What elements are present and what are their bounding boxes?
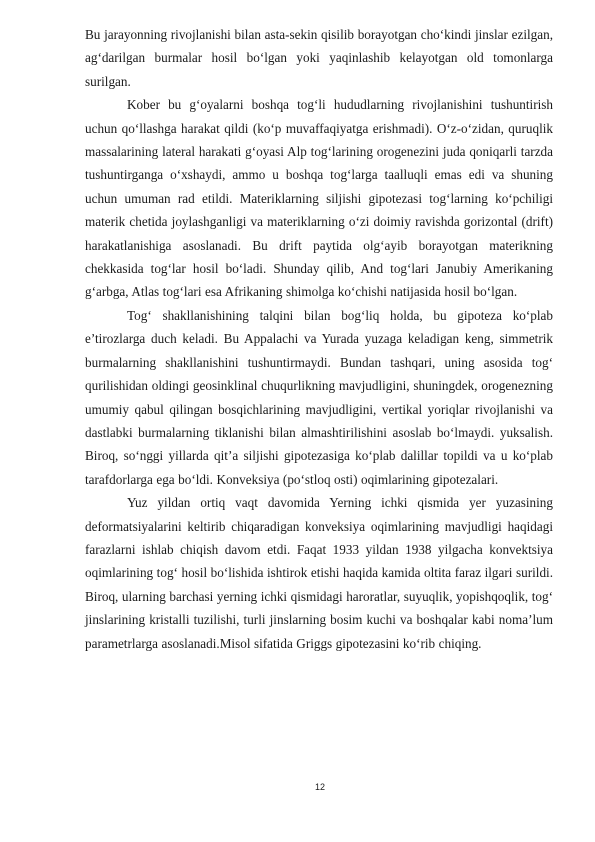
paragraph-continuation: Bu jarayonning rivojlanishi bilan asta-sekin qisilib borayotgan cho‘kindi jinslar ezilgan, ag‘darilgan burmalar hosil bo‘lgan yoki yaqinlashib kelayotgan old tomonlarga surilgan. (85, 27, 553, 89)
paragraph-convection-currents: Yuz yildan ortiq vaqt davomida Yerning ichki qismida yer yuzasining deformatsiyalarini keltirib chiqaradigan konveksiya oqimlarining mavjudligi haqidagi farazlarni ishlab chiqish davom etdi. Faqat 1933 yildan 1938 yilgacha konvektsiya oqimlarining tog‘ hosil bo‘lishida ishtirok etishi haqida kamida oltita faraz ilgari surildi. Biroq, ularning barchasi yerning ichki qismidagi haroratlar, suyuqlik, yopishqoqlik, tog‘ jinslarining kristalli tuzilishi, turli jinslarning bosim kuchi va boshqalar kabi noma’lum parametrlarga asoslanadi.Misol sifatida Griggs gipotezasini ko‘rib chiqing. (85, 495, 553, 651)
body-text (85, 23, 553, 655)
page-number: 12 (314, 782, 325, 792)
paragraph-mountain-formation: Tog‘ shakllanishining talqini bilan bog‘liq holda, bu gipoteza ko‘plab e’tirozlarga duch keladi. Bu Appalachi va Yurada yuzaga keladigan keng, simmetrik burmalarning shakllanishini tushuntirmaydi. Bundan tashqari, uning asosida tog‘ qurilishidan oldingi geosinklinal chuqurlikning mavjudligini, shuningdek, orogenezning umumiy qabul qilingan bosqichlarining mavjudligini, vertikal yoriqlar rivojlanishi va dastlabki burmalarning tiklanishi bilan almashtirilishini asoslab bo‘lmaydi. yuksalish. Biroq, so‘nggi yillarda qit’a siljishi gipotezasiga ko‘plab dalillar topildi va u ko‘plab tarafdorlarga ega bo‘ldi. Konveksiya (po‘stloq osti) oqimlarining gipotezalari. (85, 307, 553, 487)
paragraph-kober-hypothesis: Kober bu g‘oyalarni boshqa tog‘li hududlarning rivojlanishini tushuntirish uchun qo‘llashga harakat qildi (ko‘p muvaffaqiyatga erishmadi). O‘z-o‘zidan, quruqlik massalarining lateral harakati g‘oyasi Alp tog‘larining orogenezini juda qoniqarli tarzda tushuntirganga o‘xshaydi, ammo u boshqa tog‘larga taalluqli emas edi va shuning uchun umuman rad etildi. Materiklarning siljishi gipotezasi tog‘larning ko‘pchiligi materik chetida joylashganligi va materiklarning o‘zi doimiy ravishda gorizontal (drift) harakatlanishiga asoslanadi. Bu drift paytida olg‘ayib borayotgan materikning chekkasida tog‘lar hosil bo‘ladi. Shunday qilib, And tog‘lari Janubiy Amerikaning g‘arbga, Atlas tog‘lari esa Afrikaning shimolga ko‘chishi natijasida hosil bo‘lgan. (85, 97, 553, 300)
